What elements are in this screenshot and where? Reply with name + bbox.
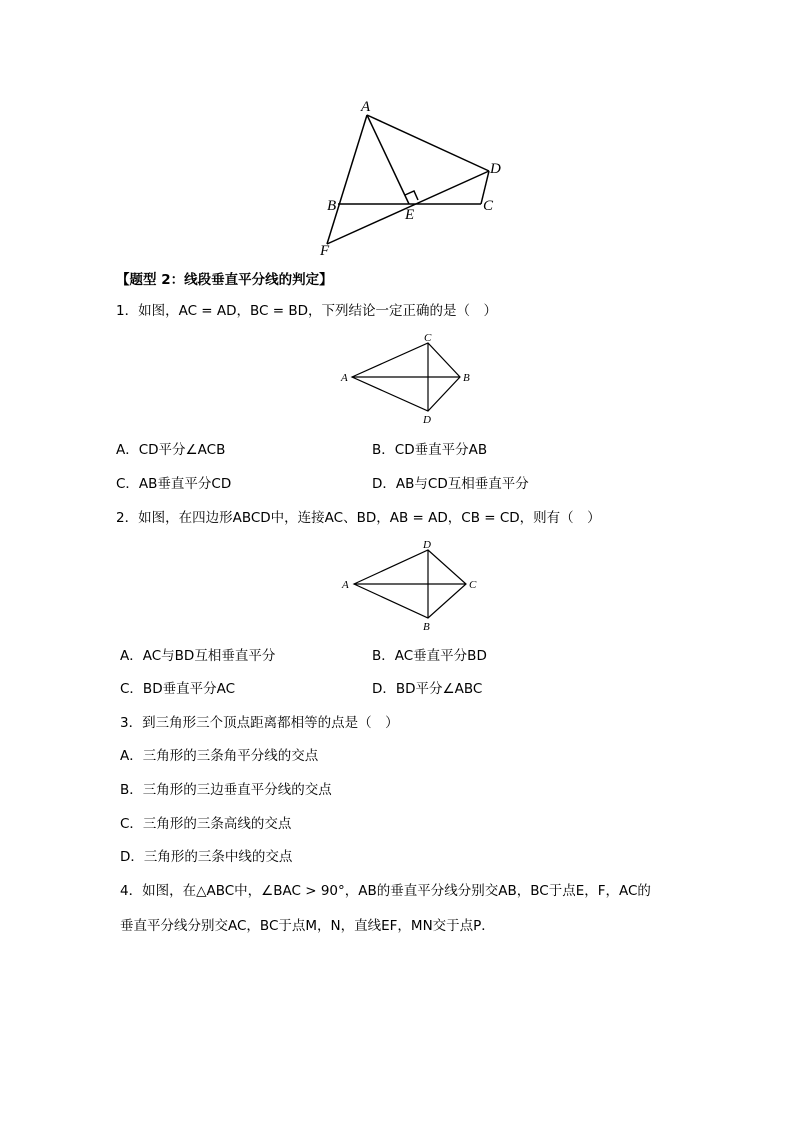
- q2-label-A: A: [342, 579, 349, 591]
- q2-option-b: B．AC垂直平分BD: [372, 648, 487, 664]
- label-B: B: [327, 198, 337, 214]
- label-E: E: [405, 207, 415, 223]
- q1-option-a: A．CD平分∠ACB: [116, 442, 226, 458]
- q3-stem: 3．到三角形三个顶点距离都相等的点是（ ）: [120, 715, 399, 731]
- figure-triangle-abd: [318, 94, 508, 264]
- q2-label-B: B: [423, 621, 430, 633]
- q2-stem: 2．如图，在四边形ABCD中，连接AC、BD，AB = AD，CB = CD，则有（ ）: [116, 510, 601, 526]
- q1-option-c: C．AB垂直平分CD: [116, 476, 232, 492]
- q3-option-c: C．三角形的三条高线的交点: [120, 816, 292, 832]
- q1-stem: 1．如图，AC = AD，BC = BD，下列结论一定正确的是（ ）: [116, 303, 498, 319]
- q1-label-B: B: [463, 372, 470, 384]
- q2-option-c: C．BD垂直平分AC: [120, 681, 236, 697]
- q1-label-C: C: [424, 332, 432, 344]
- q4-line-2: 垂直平分线分别交AC，BC于点M，N，直线EF，MN交于点P．: [120, 918, 495, 934]
- label-D: D: [490, 161, 501, 177]
- section-heading: 【题型 2：线段垂直平分线的判定】: [116, 272, 333, 288]
- label-A: A: [361, 99, 371, 115]
- q1-option-b: B．CD垂直平分AB: [372, 442, 488, 458]
- q3-option-d: D．三角形的三条中线的交点: [120, 849, 293, 865]
- q1-label-A: A: [341, 372, 348, 384]
- figure-kite-q1: [338, 330, 478, 428]
- label-C: C: [483, 198, 494, 214]
- q2-option-d: D．BD平分∠ABC: [372, 681, 483, 697]
- q3-option-b: B．三角形的三边垂直平分线的交点: [120, 782, 332, 798]
- figure-kite-q2: [338, 535, 483, 635]
- q1-option-d: D．AB与CD互相垂直平分: [372, 476, 529, 492]
- q4-line-1: 4．如图，在△ABC中，∠BAC > 90°，AB的垂直平分线分别交AB，BC于点E，F，AC的: [120, 883, 651, 899]
- q1-label-D: D: [423, 414, 431, 426]
- label-F: F: [320, 243, 330, 259]
- q3-option-a: A．三角形的三条角平分线的交点: [120, 748, 319, 764]
- q2-label-D: D: [423, 539, 431, 551]
- q2-option-a: A．AC与BD互相垂直平分: [120, 648, 276, 664]
- q2-label-C: C: [469, 579, 477, 591]
